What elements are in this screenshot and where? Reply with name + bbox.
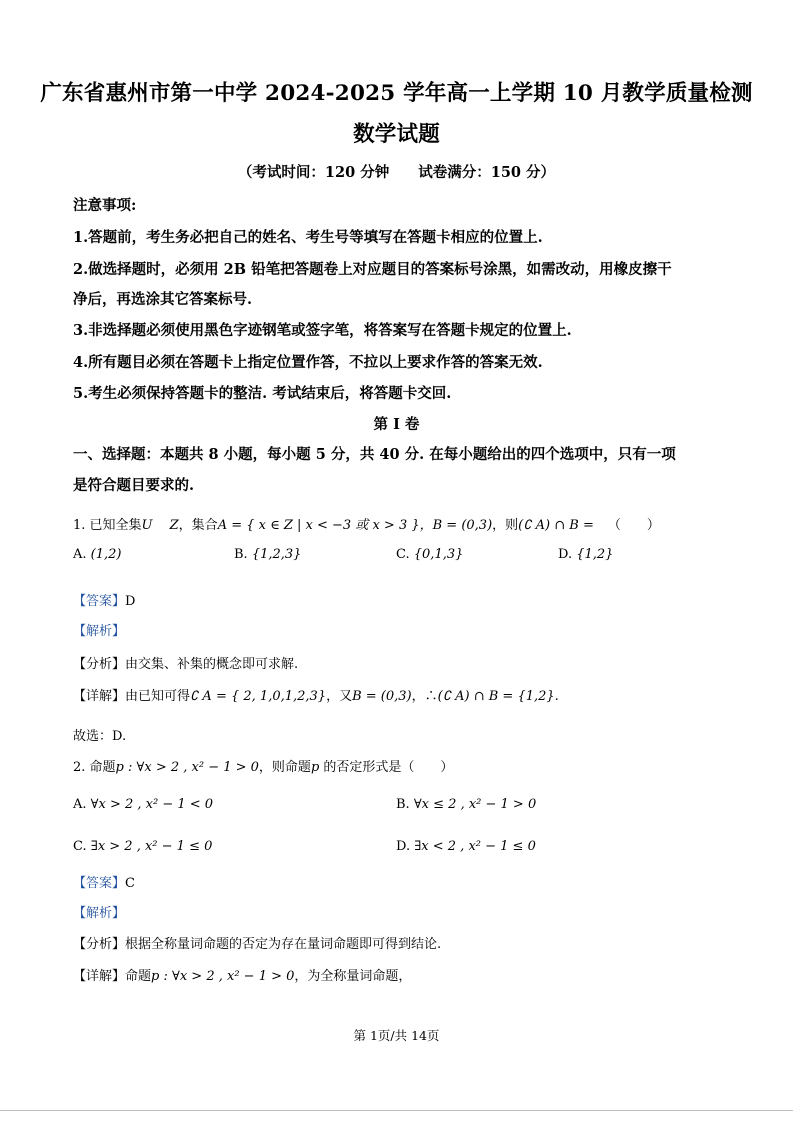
answer-tag: 【答案】 [73,594,126,609]
question-text: ，则 [492,518,519,533]
note-item: 3.非选择题必须使用黑色字迹钢笔或签字笔，将答案写在答题卡规定的位置上. [73,322,572,339]
proposition: p : ∀x > 2 , x² − 1 > 0 [115,760,259,775]
option-d: D. ∃x < 2 , x² − 1 ≤ 0 [396,839,536,854]
note-item: 1.答题前，考生务必把自己的姓名、考生号等填写在答题卡相应的位置上. [73,229,543,246]
detail-text: ，又 [326,689,353,704]
volume-heading: 第 I 卷 [373,416,420,433]
question-prefix: 1. 已知全集 [73,518,142,533]
analysis-text: 由交集、补集的概念即可求解. [125,657,299,672]
proposition-name: p [310,760,320,775]
detail-text: ，为全称量词命题， [294,969,412,984]
section-instruction: 一、选择题：本题共 8 小题，每小题 5 分，共 40 分. 在每小题给出的四个选项中，只有一项 [73,446,676,463]
set-a: A = { x ∈ Z | x < −3 或 x > 3 } [217,518,420,533]
question-text: 的否定形式是（ ） [319,760,454,775]
detail-math: p : ∀x > 2 , x² − 1 > 0 [151,969,295,984]
answer-line [73,872,135,891]
exam-info: （考试时间：120 分钟 试卷满分：150 分） [237,164,556,181]
option-a: A. (1,2) [73,547,122,562]
detail-label: 【详解】 [73,969,126,984]
page-title: 广东省惠州市第一中学 2024-2025 学年高一上学期 10 月教学质量检测 [40,81,753,106]
analysis-text: 根据全称量词命题的否定为存在量词命题即可得到结论. [125,937,442,952]
analysis-tag: 【解析】 [73,624,126,639]
detail-line [73,965,411,984]
detail-text: 命题 [125,969,152,984]
analysis-line [73,653,298,672]
set-b: ，B = (0,3) [419,518,493,533]
question-1 [73,514,660,533]
option-c: C. ∃x > 2 , x² − 1 ≤ 0 [73,839,213,854]
page-number: 第 1页/共 14页 [353,1028,440,1043]
answer-tag: 【答案】 [73,876,126,891]
note-item: 4.所有题目必须在答题卡上指定位置作答，不拉以上要求作答的答案无效. [73,354,543,371]
question-expression: (∁ A) ∩ B = [518,518,594,533]
analysis-tag: 【解析】 [73,906,126,921]
option-c: C. {0,1,3} [396,547,464,562]
page-divider [0,1110,793,1111]
analysis-label: 【分析】 [73,657,126,672]
note-item: 2.做选择题时，必须用 2B 铅笔把答题卷上对应题目的答案标号涂黑，如需改动，用橡皮擦干 [73,261,672,278]
notes-heading: 注意事项: [73,197,137,214]
option-a: A. ∀x > 2 , x² − 1 < 0 [73,797,214,812]
answer-value: D [125,594,136,609]
detail-label: 【详解】 [73,689,126,704]
detail-text: ，∴ [411,689,438,704]
section-instruction: 是符合题目要求的. [73,477,195,494]
detail-math: ∁ A = { 2, 1,0,1,2,3} [190,689,327,704]
detail-text: 由已知可得 [125,689,191,704]
option-b: B. {1,2,3} [234,547,302,562]
note-item: 5.考生必须保持答题卡的整洁. 考试结束后，将答题卡交回. [73,385,452,402]
analysis-line [73,933,441,952]
option-d: D. {1,2} [558,547,614,562]
detail-line [73,685,559,704]
answer-line [73,590,135,609]
universe-set: U Z [141,518,179,533]
conclusion: 故选：D. [73,729,127,744]
answer-blank: （ ） [607,518,660,533]
page-subtitle: 数学试题 [353,122,440,147]
option-b: B. ∀x ≤ 2 , x² − 1 > 0 [396,797,537,812]
detail-text: . [554,689,559,704]
detail-math: (∁ A) ∩ B = {1,2} [437,689,555,704]
question-2 [73,756,453,775]
analysis-label: 【分析】 [73,937,126,952]
question-prefix: 2. 命题 [73,760,116,775]
answer-value: C [125,876,135,891]
question-text: ，集合 [178,518,218,533]
question-text: ，则命题 [258,760,311,775]
detail-math: B = (0,3) [352,689,412,704]
note-item: 净后，再选涂其它答案标号. [73,291,253,308]
